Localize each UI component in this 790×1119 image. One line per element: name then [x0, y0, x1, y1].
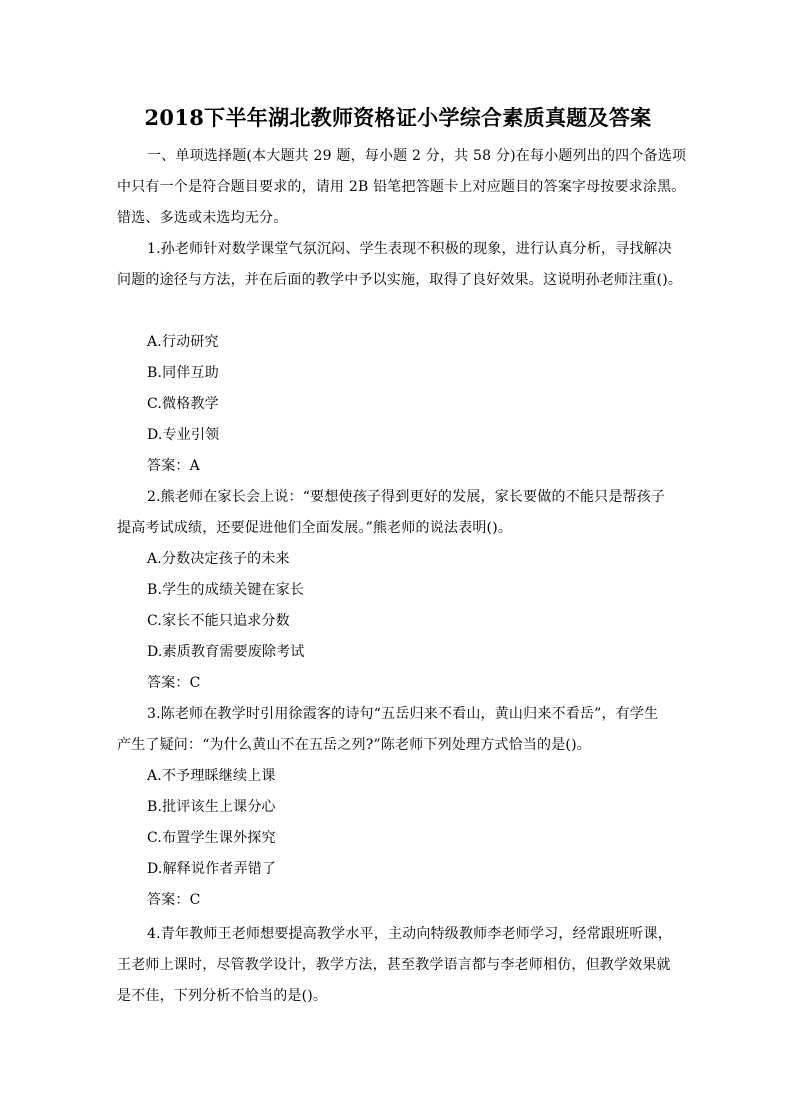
- question-option: D.素质教育需要废除考试: [147, 644, 305, 660]
- intro-line: 中只有一个是符合题目要求的，请用 2B 铅笔把答题卡上对应题目的答案字母按要求涂黑。: [117, 179, 686, 195]
- question-option: C.微格教学: [147, 396, 219, 412]
- question-stem: 4.青年教师王老师想要提高教学水平，主动向特级教师李老师学习，经常跟班听课，: [147, 926, 672, 942]
- question-stem: 1.孙老师针对数学课堂气氛沉闷、学生表现不积极的现象，进行认真分析，寻找解决: [147, 241, 672, 257]
- question-stem: 提高考试成绩，还要促进他们全面发展。”熊老师的说法表明()。: [117, 520, 513, 536]
- question-stem: 是不佳，下列分析不恰当的是()。: [117, 988, 328, 1004]
- question-option: A.分数决定孩子的未来: [147, 551, 290, 567]
- question-option: C.家长不能只追求分数: [147, 613, 290, 629]
- question-stem: 问题的途径与方法，并在后面的教学中予以实施，取得了良好效果。这说明孙老师注重()。: [117, 272, 683, 288]
- question-option: B.同伴互助: [147, 365, 219, 381]
- question-option: A.行动研究: [147, 334, 219, 350]
- question-stem: 王老师上课时，尽管教学设计，教学方法，甚至教学语言都与李老师相仿，但教学效果就: [117, 957, 671, 973]
- question-answer: 答案：A: [147, 458, 200, 474]
- question-stem: 产生了疑问：“为什么黄山不在五岳之列?”陈老师下列处理方式恰当的是()。: [117, 737, 591, 753]
- question-stem: 2.熊老师在家长会上说：“要想使孩子得到更好的发展，家长要做的不能只是帮孩子: [147, 489, 666, 505]
- question-option: D.解释说作者弄错了: [147, 861, 277, 877]
- document-title: 2018下半年湖北教师资格证小学综合素质真题及答案: [144, 105, 652, 130]
- question-option: B.批评该生上课分心: [147, 799, 276, 815]
- question-answer: 答案：C: [147, 892, 201, 908]
- question-stem: 3.陈老师在教学时引用徐霞客的诗句“五岳归来不看山，黄山归来不看岳”，有学生: [147, 706, 659, 722]
- question-option: D.专业引领: [147, 427, 220, 443]
- question-option: C.布置学生课外探究: [147, 830, 276, 846]
- question-answer: 答案：C: [147, 675, 201, 691]
- intro-line: 错选、多选或未选均无分。: [117, 210, 288, 226]
- question-option: B.学生的成绩关键在家长: [147, 582, 305, 598]
- intro-line: 一、单项选择题(本大题共 29 题，每小题 2 分，共 58 分)在每小题列出的四个备选项: [147, 148, 687, 164]
- question-option: A.不予理睬继续上课: [147, 768, 276, 784]
